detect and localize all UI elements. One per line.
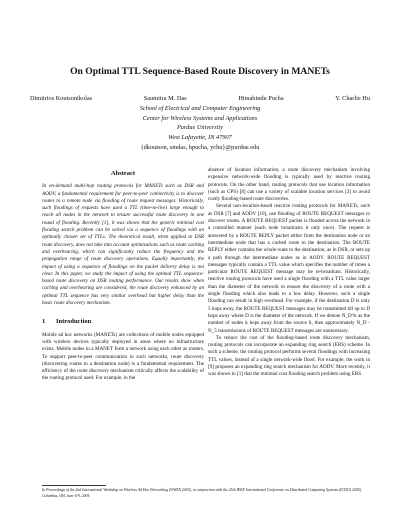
abstract-text: In on-demand multi-hop routing protocols for MANETs such as DSR and AODV, a fundamental requirement for peer-to-peer connectivity is to discover routes to a remote node via flooding of route request messages. Historically, such floodings of requests have used a TTL (time-to-live) large enough to reach all nodes in the network to ensure successful route discovery in one round of flooding. Recently [1], it was shown that the generic minimal cost flooding search problem can be solved via a sequence of floodings with an optimally chosen set of TTLs. The theoretical result, when applied to DSR route discovery, does not take into account optimizations such as route caching and overhearing, which can significantly reduce the frequency and the propagation range of route discovery operations. Equally importantly, the impact of using a sequence of floodings on the packet delivery delay is not clear. In this paper, we study the impact of using the optimal TTL sequence-based route discovery on DSR routing performance. Our results show when caching and overhearing are considered, the route discovery enhanced by an optimal TTL sequence has very similar overhead but higher delay than the basic route discovery mechanism. [42,183,204,307]
body-paragraph: Several non-location-based reactive routing protocols for MANETs, such as DSR [7] and AODV [10], use flooding of ROUTE REQUEST messages to discover routes. A ROUTE REQUEST packet is flooded across the network in a controlled manner (each node broadcasts it only once). The request is answered by a ROUTE REPLY packet either from the destination node or an intermediate node that has a cached route to the destination. The ROUTE REPLY either contains the whole route to the destination, as in DSR, or sets up a path through the intermediate nodes as in AODV. ROUTE REQUEST messages typically contain a TTL value which specifies the number of times a particular ROUTE REQUEST message may be re-broadcast. Historically, reactive routing protocols have used a single flooding with a TTL value larger than the diameter of the network to ensure the discovery of a route with a single flooding which also leads to a low delay. However, such a single flooding can result in high overhead. For example, if the destination D is only 5 hops away, the ROUTE REQUEST messages may be transmitted till up to D hops away where D is the diameter of the network. If we denote N_D^k as the number of nodes k hops away from the source S, then approximately N_D - N_5 transmissions of ROUTE REQUEST messages are unnecessary. [208,203,370,334]
abstract-heading: Abstract [110,170,136,177]
footnote-divider [42,485,106,486]
author-name: Y. Charlie Hu [335,95,370,102]
intro-paragraph: Mobile ad hoc networks (MANETs) are collections of mobile nodes equipped with wireless devices typically deployed in areas where no infrastructure exists. Mobile nodes in a MANET form a network using each other as routers. To support peer-to-peer communication in such networks, route discovery (discovering routes to a destination node) is a fundamental requirement. The efficiency of the route discovery mechanism critically affects the scalability of the routing protocol used. For example, in the [42,331,204,382]
paper-title: On Optimal TTL Sequence-Based Route Discovery in MANETs [70,66,330,77]
introduction-heading [42,318,204,325]
author-name: Dimitrios Koutsonikolas [30,95,93,102]
body-paragraph: absence of location information, a route discovery mechanism involving expensive network-wide flooding is typically used by reactive routing protocols. On the other hand, routing protocols that use location information (such as GPS) [8] can use a variety of scalable location services [3] to avoid costly flooding-based route discoveries. [208,167,370,203]
affiliation-school: School of Electrical and Computer Engineering [139,105,261,112]
affiliation-university: Purdue University [176,124,224,132]
left-column [42,170,204,383]
affiliation-block [0,104,400,153]
section-number: 1 [42,318,46,326]
author-name: Himabindu Pucha [238,95,284,102]
affiliation-center: Center for Wireless Systems and Applications [142,114,258,122]
right-column [208,167,370,379]
body-paragraph: To reduce the cost of the flooding-based route discovery mechanism, routing protocols can incorporate an expanding ring search (ERS) scheme. In such a scheme, the routing protocol performs several floodings with increasing TTL values, instead of a single network-wide flood. For example, the work in [9] proposes an expanding ring search mechanism for AODV. More recently, it was shown in [1] that the minimal cost flooding search problem using ERS [208,334,370,378]
footnote: In Proceedings of the 2nd International Workshop on Wireless Ad Hoc Networking (WWAN 2005), in conjunction with the 25th IEEE International Conference on Distributed Computing Systems (ICDCS 2005), Columbus, OH, June 6-9, 2005. [42,488,362,498]
section-title: Introduction [56,318,92,326]
author-emails: {dkoutson, smdas, hpucha, ychu}@purdue.edu [140,143,260,151]
author-name: Saumitra M. Das [143,95,187,102]
author-list [30,95,370,102]
affiliation-city: West Lafayette, IN 47907 [168,134,232,142]
